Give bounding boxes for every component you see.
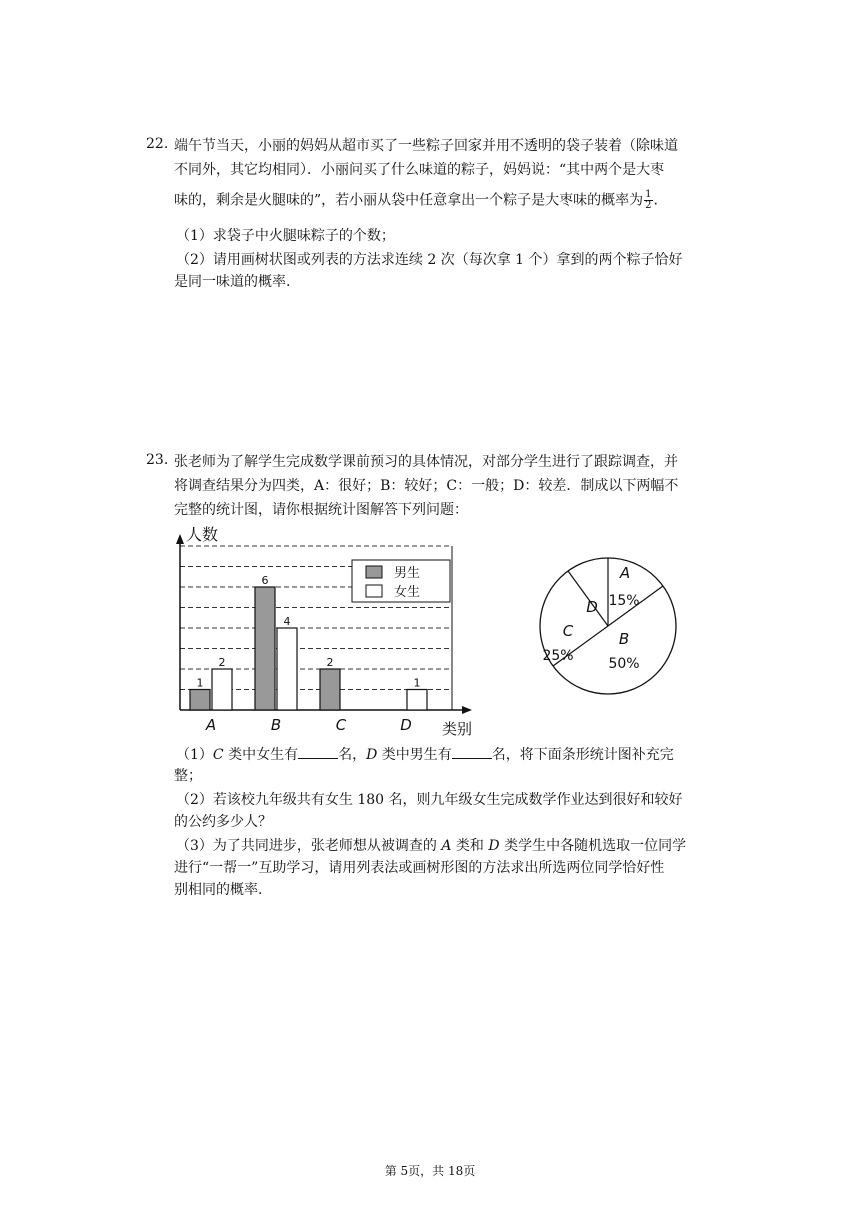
question-22-number: 22. (146, 136, 169, 152)
q22-text-line-3 (174, 190, 658, 211)
x-tick-label: A (205, 716, 217, 734)
bar-chart (170, 520, 490, 738)
legend-swatch (366, 585, 382, 597)
q22-sub-2-line-2: 是同一味道的概率. (174, 274, 291, 290)
q23-text-line-3: 完整的统计图，请你根据统计图解答下列问题： (174, 502, 468, 518)
answer-blank-2[interactable] (452, 744, 492, 759)
legend-label: 女生 (394, 585, 421, 600)
pie-slice-percent: 15% (608, 593, 640, 609)
pie-chart (530, 550, 690, 702)
pie-slice-label: A (619, 564, 631, 582)
pie-slice-label: B (618, 630, 630, 648)
answer-blank-1[interactable] (298, 744, 338, 759)
x-tick-label: D (400, 716, 412, 734)
q23-s1-f: 类中男生有 (377, 747, 452, 763)
bar (190, 690, 210, 711)
q23-sub-2-line-2: 的公约多少人？ (174, 814, 272, 830)
question-23-number: 23. (146, 452, 169, 468)
fraction-numerator: 1 (645, 189, 652, 200)
q23-s3-a-letter: A (441, 838, 452, 854)
q23-sub-3-line-3: 别相同的概率. (174, 882, 263, 898)
q22-text-line-3-main: 味的，剩余是火腿味的”，若小丽从袋中任意拿出一个粽子是大枣味的概率为 (174, 192, 644, 209)
x-tick-label: C (335, 716, 347, 734)
bar (255, 587, 275, 710)
q23-s1-c-letter: C (212, 747, 224, 763)
bar (320, 669, 340, 710)
q23-sub-2-line-1: （2）若该校九年级共有女生 180 名，则九年级女生完成数学作业达到很好和较好 (176, 792, 683, 808)
q22-line-3-end: . (653, 192, 658, 209)
q23-s1-a: （1） (176, 747, 213, 763)
q23-s3-part-3: 类和 (451, 838, 489, 854)
y-axis-arrow (176, 534, 184, 544)
q23-s1-g: 名，将下面条形统计图补充完 (491, 747, 674, 763)
q23-s1-d-letter: D (366, 747, 378, 763)
q23-s3-d-letter: D (488, 838, 500, 854)
x-tick-label: B (270, 716, 282, 734)
pie-slice-label: C (562, 622, 574, 640)
bar-value-label: 6 (261, 574, 269, 587)
q23-s3-part-1: （3）为了共同进步，张老师想从被调查的 (176, 838, 442, 854)
q22-text-line-1: 端午节当天，小丽的妈妈从超市买了一些粽子回家并用不透明的袋子装着（除味道 (174, 138, 678, 154)
q22-sub-2-line-1: （2）请用画树状图或列表的方法求连续 2 次（每次拿 1 个）拿到的两个粽子恰好 (176, 252, 683, 268)
q23-s3-part-5: 类学生中各随机选取一位同学 (499, 838, 687, 854)
bar-value-label: 1 (413, 676, 421, 690)
pie-slice-label: D (586, 598, 598, 616)
bar (212, 669, 232, 710)
q23-s1-c-text: 类中女生有 (223, 747, 299, 763)
page-footer: 第 5页，共 18页 (384, 1164, 476, 1178)
fraction-denominator: 2 (645, 200, 652, 211)
q22-fraction (644, 190, 652, 211)
q23-text-line-1: 张老师为了解学生完成数学课前预习的具体情况，对部分学生进行了跟踪调查，并 (174, 454, 678, 470)
bar-value-label: 1 (196, 676, 204, 690)
legend-label: 男生 (394, 566, 421, 581)
q23-sub-3-line-2: 进行“一帮一”互助学习，请用列表法或画树形图的方法求出所选两位同学恰好性 (174, 860, 665, 876)
bar-value-label: 2 (326, 656, 334, 669)
bar-value-label: 2 (218, 656, 226, 669)
bar (407, 690, 427, 711)
q23-sub-1-line-2: 整； (174, 768, 202, 784)
x-axis-label: 类别 (442, 720, 473, 738)
q23-s1-d: 名， (338, 747, 367, 763)
x-axis-arrow (462, 706, 472, 714)
bar-value-label: 4 (283, 615, 291, 628)
q22-sub-1: （1）求袋子中火腿味粽子的个数； (176, 228, 395, 244)
q23-text-line-2: 将调查结果分为四类，A：很好；B：较好；C：一般；D：较差．制成以下两幅不 (174, 478, 679, 494)
legend-swatch (366, 566, 382, 578)
y-axis-label: 人数 (186, 525, 219, 544)
pie-slice-percent: 25% (542, 648, 574, 664)
pie-slice-percent: 50% (608, 656, 640, 672)
q23-sub-1-line-1 (176, 744, 674, 765)
bar (277, 628, 297, 710)
q23-sub-3-line-1 (176, 836, 686, 856)
q22-text-line-2: 不同外，其它均相同）．小丽问买了什么味道的粽子，妈妈说：“其中两个是大枣 (174, 162, 665, 178)
